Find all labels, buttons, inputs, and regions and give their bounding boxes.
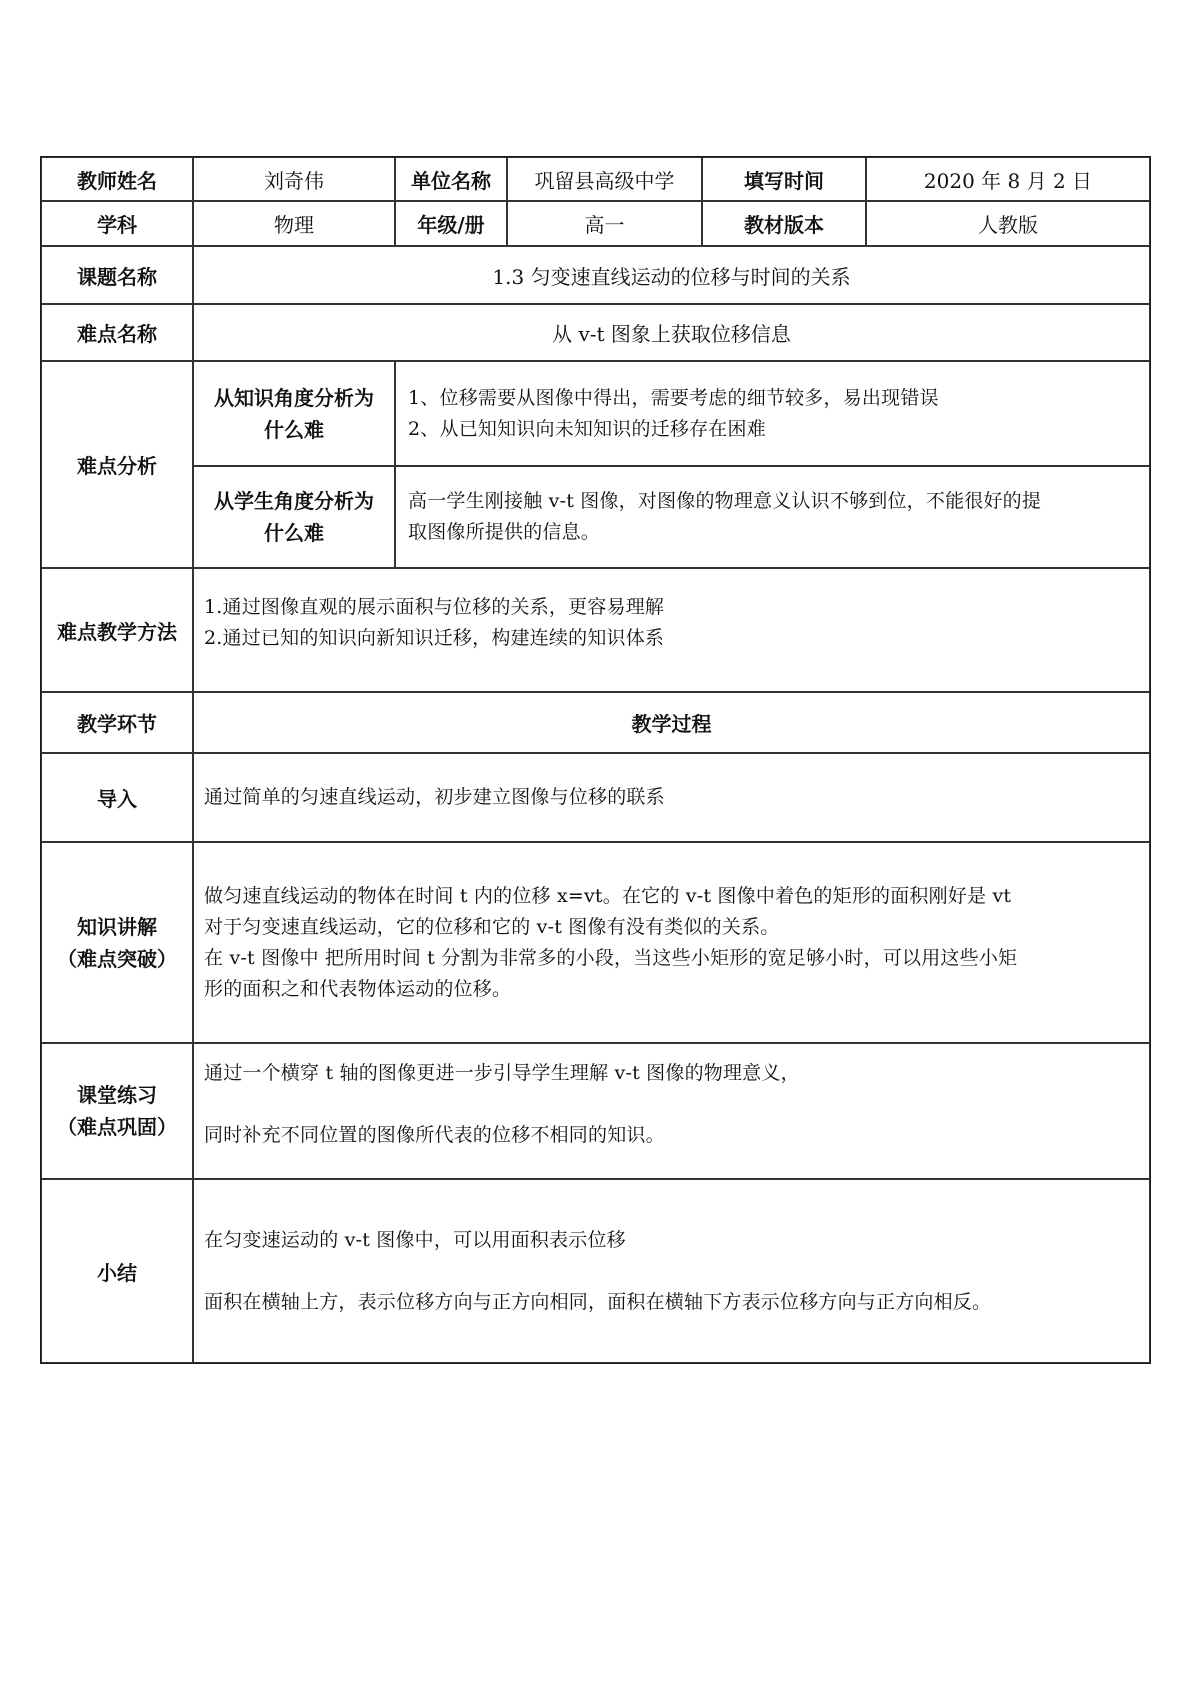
lecture-label-line-1: 知识讲解	[77, 914, 157, 939]
edition-label: 教材版本	[702, 201, 866, 246]
student-angle-content	[395, 466, 1150, 568]
student-angle-label-line-1: 从学生角度分析为	[214, 489, 374, 513]
knowledge-angle-line-2: 2、从已知知识向未知知识的迁移存在困难	[408, 417, 766, 440]
method-line-1: 1.通过图像直观的展示面积与位移的关系，更容易理解	[204, 596, 665, 618]
student-angle-line-2: 取图像所提供的信息。	[408, 521, 601, 543]
method-label: 难点教学方法	[41, 568, 193, 692]
topic-label: 课题名称	[41, 246, 193, 304]
knowledge-angle-label	[193, 361, 395, 466]
student-angle-label-line-2: 什么难	[264, 521, 324, 545]
fill-date-label: 填写时间	[702, 157, 866, 201]
lecture-label	[41, 842, 193, 1043]
student-angle-line-1: 高一学生刚接触 v-t 图像，对图像的物理意义认识不够到位，不能很好的提	[408, 490, 1042, 512]
lecture-line-1: 做匀速直线运动的物体在时间 t 内的位移 x=vt。在它的 v-t 图像中着色的矩形的面积刚好是 vt	[204, 884, 1012, 907]
method-content	[193, 568, 1150, 692]
difficulty-label: 难点名称	[41, 304, 193, 361]
intro-text: 通过简单的匀速直线运动，初步建立图像与位移的联系	[204, 786, 665, 808]
practice-label-line-2: （难点巩固）	[57, 1115, 177, 1139]
practice-line-2: 同时补充不同位置的图像所代表的位移不相同的知识。	[204, 1124, 665, 1146]
unit-name-label: 单位名称	[395, 157, 507, 201]
edition-value: 人教版	[866, 201, 1150, 246]
lecture-content	[193, 842, 1150, 1043]
topic-value: 1.3 匀变速直线运动的位移与时间的关系	[193, 246, 1150, 304]
summary-content	[193, 1179, 1150, 1363]
teacher-name-label: 教师姓名	[41, 157, 193, 201]
knowledge-angle-content	[395, 361, 1150, 466]
method-line-2: 2.通过已知的知识向新知识迁移，构建连续的知识体系	[204, 627, 665, 649]
subject-value: 物理	[193, 201, 395, 246]
stage-header-label: 教学环节	[41, 692, 193, 753]
knowledge-angle-label-line-2: 什么难	[264, 417, 324, 442]
lecture-label-line-2: （难点突破）	[57, 946, 177, 971]
grade-label: 年级/册	[395, 201, 507, 246]
student-angle-label	[193, 466, 395, 568]
process-header-label: 教学过程	[193, 692, 1150, 753]
practice-line-1: 通过一个横穿 t 轴的图像更进一步引导学生理解 v-t 图像的物理意义，	[204, 1062, 800, 1084]
lecture-line-2: 对于匀变速直线运动，它的位移和它的 v-t 图像有没有类似的关系。	[204, 915, 780, 938]
practice-label	[41, 1043, 193, 1179]
knowledge-angle-label-line-1: 从知识角度分析为	[214, 385, 374, 410]
practice-content	[193, 1043, 1150, 1179]
summary-line-1: 在匀变速运动的 v-t 图像中，可以用面积表示位移	[204, 1228, 626, 1251]
intro-label: 导入	[41, 753, 193, 842]
lecture-line-3: 在 v-t 图像中 把所用时间 t 分割为非常多的小段，当这些小矩形的宽足够小时，可以用这些小矩	[204, 946, 1018, 969]
analysis-label: 难点分析	[41, 361, 193, 568]
subject-label: 学科	[41, 201, 193, 246]
fill-date-value: 2020 年 8 月 2 日	[866, 157, 1150, 201]
grade-value: 高一	[507, 201, 702, 246]
unit-name-value: 巩留县高级中学	[507, 157, 702, 201]
summary-label: 小结	[41, 1179, 193, 1363]
teacher-name-value: 刘奇伟	[193, 157, 395, 201]
difficulty-value: 从 v-t 图象上获取位移信息	[193, 304, 1150, 361]
intro-content	[193, 753, 1150, 842]
knowledge-angle-line-1: 1、位移需要从图像中得出，需要考虑的细节较多，易出现错误	[408, 386, 939, 409]
summary-line-2: 面积在横轴上方，表示位移方向与正方向相同，面积在横轴下方表示位移方向与正方向相反。	[204, 1290, 992, 1313]
lecture-line-4: 形的面积之和代表物体运动的位移。	[204, 977, 512, 1000]
practice-label-line-1: 课堂练习	[77, 1083, 157, 1107]
